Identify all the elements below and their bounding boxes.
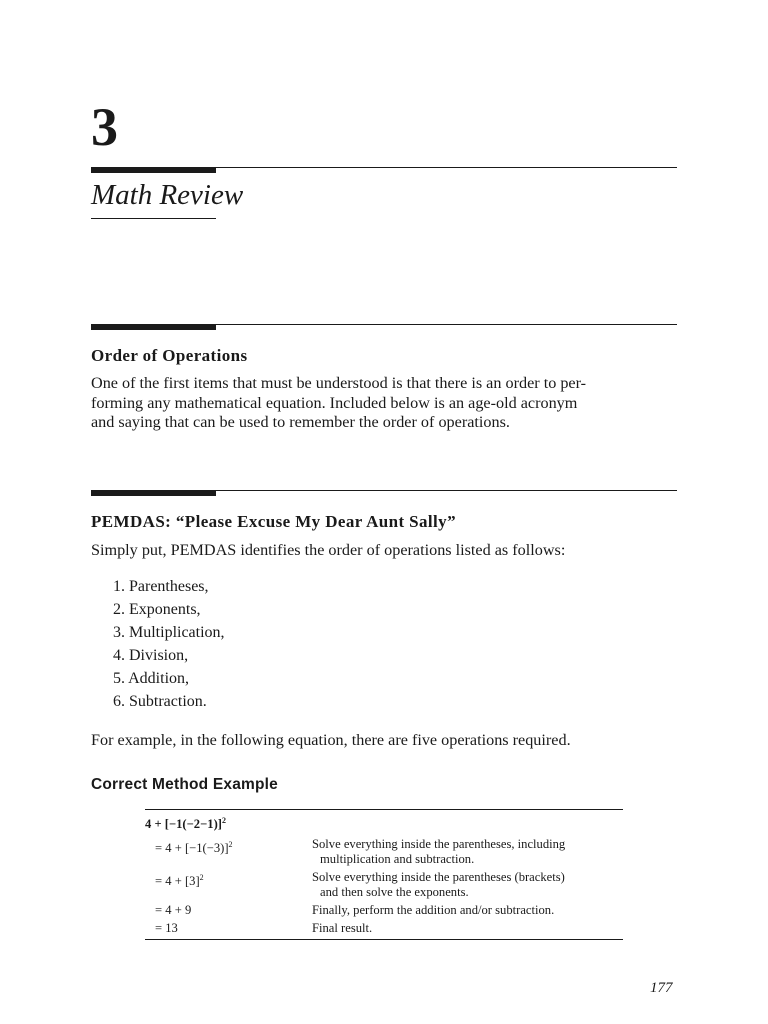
- chapter-number: 3: [91, 97, 118, 157]
- step-expression: = $4 + [3]^2$: [155, 873, 204, 889]
- section-rule-thick: [91, 324, 216, 330]
- equation: $4 + [-1(-2-1)]^2$: [145, 816, 226, 832]
- section-heading-pemdas: PEMDAS: “Please Excuse My Dear Aunt Sally”: [91, 512, 456, 531]
- step-description: Finally, perform the addition and/or subtraction.: [312, 903, 555, 918]
- list-item: 5. Addition,: [113, 670, 190, 687]
- step-description: Final result.: [312, 921, 373, 936]
- list-item: 1. Parentheses,: [113, 578, 209, 595]
- list-item: 3. Multiplication,: [113, 624, 225, 641]
- table-row: [145, 837, 623, 867]
- step-expression: = $4 + [-1(-3)]^2$: [155, 840, 233, 856]
- paragraph-line: One of the first items that must be understood is that there is an order to per-: [91, 374, 587, 392]
- example-heading: Correct Method Example: [91, 776, 278, 793]
- pemdas-list: [113, 575, 225, 713]
- table-row: [145, 903, 623, 918]
- step-expression: = 13: [155, 921, 178, 936]
- section-heading-order-of-operations: Order of Operations: [91, 346, 248, 365]
- step-description: Solve everything inside the parentheses (brackets) and then solve the exponents.: [312, 870, 565, 900]
- table-row: [145, 921, 623, 936]
- chapter-title-underline: [91, 218, 216, 219]
- section-rule-thick: [91, 490, 216, 496]
- example-table: [145, 809, 623, 940]
- paragraph-line: forming any mathematical equation. Included below is an age-old acronym: [91, 393, 578, 412]
- chapter-title: Math Review: [91, 179, 244, 211]
- table-header-row: [145, 810, 623, 835]
- chapter-rule-thick: [91, 167, 216, 173]
- page-number: 177: [650, 980, 673, 996]
- list-item: 6. Subtraction.: [113, 693, 207, 710]
- list-item: 4. Division,: [113, 647, 189, 664]
- example-intro: For example, in the following equation, there are five operations required.: [91, 731, 571, 749]
- step-description: Solve everything inside the parentheses, including multiplication and subtraction.: [312, 837, 566, 867]
- step-expression: = 4 + 9: [155, 903, 192, 918]
- table-row: [145, 870, 623, 900]
- section-paragraph: [91, 374, 677, 433]
- pemdas-intro: Simply put, PEMDAS identifies the order of operations listed as follows:: [91, 541, 566, 559]
- paragraph-line: and saying that can be used to remember the order of operations.: [91, 413, 510, 431]
- list-item: 2. Exponents,: [113, 601, 201, 618]
